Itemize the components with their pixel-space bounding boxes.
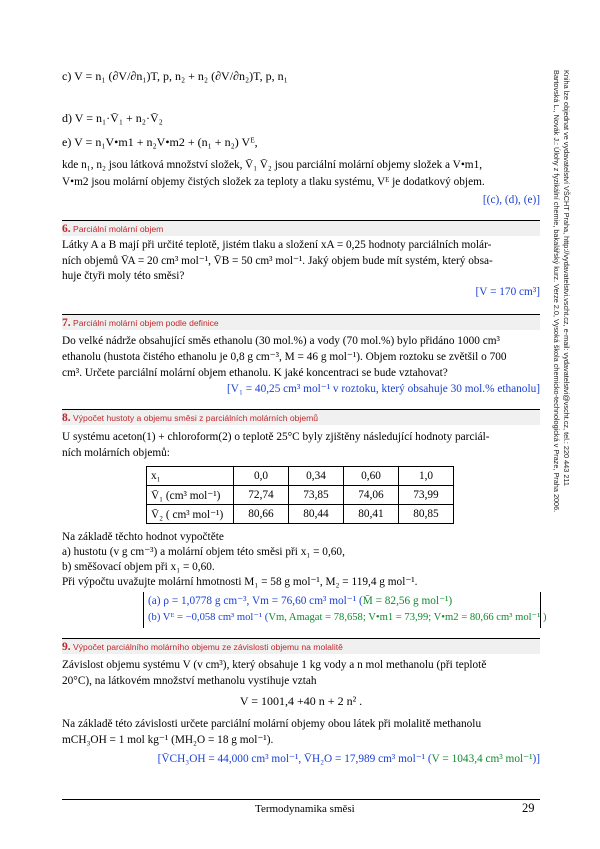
formula-e: e) V = n₁V•m1 + n₂V•m2 + (n₁ + n₂) Vᴱ, bbox=[62, 135, 258, 149]
problem-6-line-3: huje čtyři moly této směsi? bbox=[62, 270, 185, 282]
problem-6-header bbox=[62, 220, 540, 236]
problem-8-answer-a bbox=[148, 594, 452, 608]
table-cell: 74,06 bbox=[344, 486, 399, 505]
table-cell: 80,66 bbox=[234, 505, 289, 524]
formula-d: d) V = n₁·V̄₁ + n₂·V̄₂ bbox=[62, 111, 163, 125]
problem-9-after-1: Na základě této závislosti určete parciální molární objemy obou látek při molalitě methanolu bbox=[62, 718, 482, 730]
problem-7-answer: [V₁ = 40,25 cm³ mol⁻¹ v roztoku, který obsahuje 30 mol.% ethanolu] bbox=[227, 383, 540, 395]
table-cell: 0,34 bbox=[289, 467, 344, 486]
footer-rule bbox=[62, 799, 540, 800]
table-cell: 73,85 bbox=[289, 486, 344, 505]
answer-main: [V̄CH₃OH = 44,000 cm³ mol⁻¹, V̄H₂O = 17,989 cm³ mol⁻¹ ( bbox=[157, 753, 432, 765]
problem-title: Výpočet parciálního molárního objemu ze závislosti objemu na molalitě bbox=[73, 642, 343, 652]
table-cell: 0,60 bbox=[344, 467, 399, 486]
answer-a-aux: M̄ = 82,56 g mol⁻¹) bbox=[362, 595, 453, 607]
table-row bbox=[147, 486, 454, 505]
side-note-line-2: Kniha lze objednat ve vydavatelství VŠCHT Praha, http://vydavatelstvi.vscht.cz, e-mail: vydavatelstvi@vscht.cz, tel.: 220 443 211 bbox=[562, 70, 571, 486]
table-cell: 80,44 bbox=[289, 505, 344, 524]
problem-6-answer: [V = 170 cm³] bbox=[475, 286, 540, 298]
problem-8-line-1: U systému aceton(1) + chloroform(2) o teplotě 25°C byly zjištěny následující hodnoty parciál- bbox=[62, 431, 490, 443]
problem-6-line-2: ních objemů V̄A = 20 cm³ mol⁻¹, V̄B = 50 cm³ mol⁻¹. Jaký objem bude mít systém, který obsa- bbox=[62, 255, 493, 267]
problem-7-header bbox=[62, 314, 540, 330]
problem-number: 8. bbox=[62, 412, 71, 424]
table-row bbox=[147, 505, 454, 524]
intro-line-2: V•m2 jsou molární objemy čistých složek za teploty a tlaku systému, Vᴱ je dodatkový objem. bbox=[62, 176, 485, 188]
problem-8-after-3: b) směšovací objem při x₁ = 0,60. bbox=[62, 561, 215, 573]
formula-c: c) V = n₁ (∂V/∂n₁)T, p, n₂ + n₂ (∂V/∂n₂)T, p, n₁ bbox=[62, 69, 288, 83]
problem-9-equation: V = 1001,4 +40 n + 2 n² . bbox=[239, 694, 363, 708]
problem-title: Parciální molární objem bbox=[73, 224, 164, 234]
intro-line-1: kde n₁, n₂ jsou látková množství složek, V̄₁ V̄₂ jsou parciální molární objemy složek a V•m1, bbox=[62, 159, 483, 171]
problem-7-line-2: ethanolu (hustota čistého ethanolu je 0,8 g cm⁻³, M = 46 g mol⁻¹). Objem roztoku se zvětšil o 700 bbox=[62, 351, 507, 363]
table-cell: 73,99 bbox=[399, 486, 454, 505]
problem-title: Výpočet hustoty a objemu směsi z parciálních molárních objemů bbox=[73, 413, 319, 423]
answer-close: )] bbox=[532, 753, 540, 765]
problem-7-line-3: cm³. Určete parciální molární objem ethanolu. K jaké koncentraci se bude vztahovat? bbox=[62, 367, 448, 379]
answer-aux: V = 1043,4 cm³ mol⁻¹ bbox=[431, 753, 533, 765]
page-number: 29 bbox=[522, 801, 535, 815]
problem-9-after-2: mCH₃OH = 1 mol kg⁻¹ (MH₂O = 18 g mol⁻¹). bbox=[62, 734, 274, 746]
problem-8-header bbox=[62, 409, 540, 425]
problem-9-line-2: 20°C), na látkovém množství methanolu vystihuje vztah bbox=[62, 675, 317, 687]
problem-7-line-1: Do velké nádrže obsahující směs ethanolu (30 mol.%) a vody (70 mol.%) bylo přidáno 1000 cm³ bbox=[62, 335, 500, 347]
problem-9-line-1: Závislost objemu systému V (v cm³), který obsahuje 1 kg vody a n mol methanolu (při teplotě bbox=[62, 659, 487, 671]
side-note bbox=[548, 70, 572, 700]
problem-8-answer-b bbox=[148, 611, 547, 625]
table-cell: 72,74 bbox=[234, 486, 289, 505]
side-note-svg bbox=[548, 70, 572, 700]
table-cell: 0,0 bbox=[234, 467, 289, 486]
problem-9-answer bbox=[62, 752, 540, 766]
problem-9-header bbox=[62, 638, 540, 654]
partial-volume-table bbox=[146, 466, 454, 524]
answer-b-main: (b) Vᴱ = −0,058 cm³ mol⁻¹ ( bbox=[148, 612, 269, 623]
problem-number: 7. bbox=[62, 317, 71, 329]
table-row-label: V̄₂ ( cm³ mol⁻¹) bbox=[147, 505, 234, 524]
problem-title: Parciální molární objem podle definice bbox=[73, 318, 219, 328]
side-note-line-1: Bartovská L., Novák J.: Úlohy z fyzikální chemie, bakalářský kurz. Verze 2.0, Vysoká škola chemicko-technologická v Praze, Praha 2006. bbox=[552, 70, 561, 513]
problem-8-after-4: Při výpočtu uvažujte molární hmotnosti M₁ = 58 g mol⁻¹, M₂ = 119,4 g mol⁻¹. bbox=[62, 576, 418, 588]
table-cell: 1,0 bbox=[399, 467, 454, 486]
problem-8-after-2: a) hustotu (v g cm⁻³) a molární objem této směsi při x₁ = 0,60, bbox=[62, 546, 345, 558]
table-cell: 80,41 bbox=[344, 505, 399, 524]
intro-answer: [(c), (d), (e)] bbox=[482, 194, 540, 206]
table-row-label: V̄₁ (cm³ mol⁻¹) bbox=[147, 486, 234, 505]
footer-title: Termodynamika směsi bbox=[255, 803, 355, 815]
table-cell: 80,85 bbox=[399, 505, 454, 524]
problem-8-after-1: Na základě těchto hodnot vypočtěte bbox=[62, 531, 224, 543]
table-row-label: x₁ bbox=[147, 467, 234, 486]
problem-6-line-1: Látky A a B mají při určité teplotě, jistém tlaku a složení xA = 0,25 hodnoty parciálních molár- bbox=[62, 239, 492, 251]
table-row bbox=[147, 467, 454, 486]
problem-8-line-2: ních molárních objemů: bbox=[62, 447, 170, 459]
problem-number: 9. bbox=[62, 641, 71, 653]
answer-a-main: (a) ρ = 1,0778 g cm⁻³, Vm = 76,60 cm³ mol⁻¹ ( bbox=[148, 595, 363, 607]
answer-b-aux: Vm, Amagat = 78,658; V•m1 = 73,99; V•m2 = 80,66 cm³ mol⁻¹ ) bbox=[268, 612, 547, 623]
problem-number: 6. bbox=[62, 223, 71, 235]
